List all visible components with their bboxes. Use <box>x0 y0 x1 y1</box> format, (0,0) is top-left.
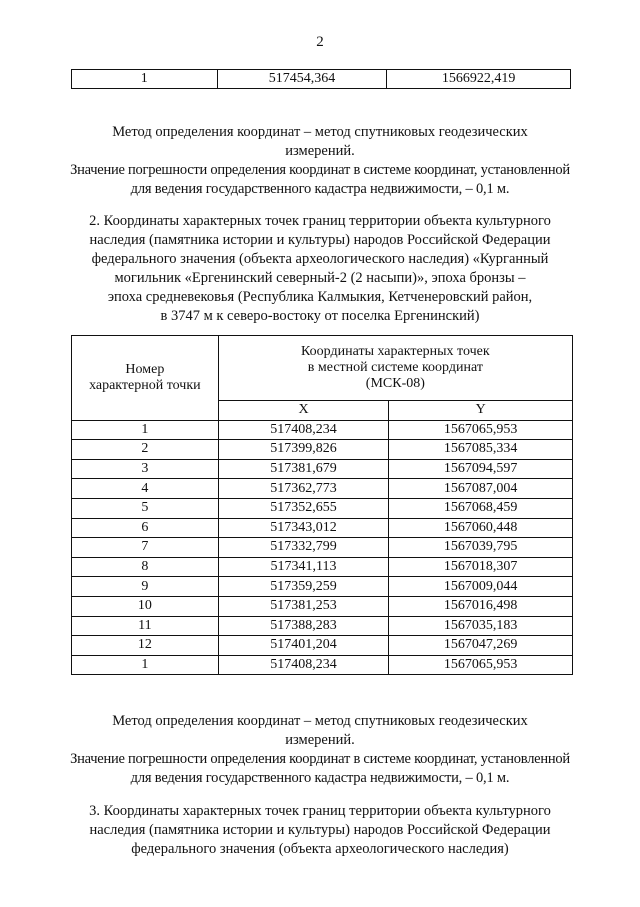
y-coordinate-cell: 1567085,334 <box>389 440 573 460</box>
method-line: Метод определения координат – метод спутниковых геодезических <box>112 713 528 729</box>
point-number-cell: 8 <box>72 557 219 577</box>
x-coordinate-cell: 517343,012 <box>218 518 389 538</box>
table-row <box>72 616 573 636</box>
coordinates-table <box>71 335 573 675</box>
y-coordinate-cell: 1567018,307 <box>389 557 573 577</box>
method-line: измерений. <box>285 143 355 159</box>
heading-line: эпоха средневековья (Республика Калмыкия, Кетченеровский район, <box>107 289 533 305</box>
section-2-heading <box>40 212 600 326</box>
y-coordinate-cell: 1567065,953 <box>389 655 573 675</box>
point-number-cell: 6 <box>72 518 219 538</box>
point-number-cell: 12 <box>72 636 219 656</box>
heading-line: 3. Координаты характерных точек границ территории объекта культурного <box>89 803 551 819</box>
table-row <box>72 459 573 479</box>
point-number-cell: 11 <box>72 616 219 636</box>
y-column-header: Y <box>389 401 573 421</box>
coordinates-header <box>218 336 572 401</box>
header-line: в местной системе координат <box>307 359 483 375</box>
point-number-cell: 1 <box>72 70 218 89</box>
method-line: измерений. <box>285 732 355 748</box>
y-coordinate-cell: 1567009,044 <box>389 577 573 597</box>
table-row <box>72 557 573 577</box>
accuracy-line: для ведения государственного кадастра недвижимости, – 0,1 м. <box>130 770 510 786</box>
method-note-1 <box>40 123 600 199</box>
table-row <box>72 479 573 499</box>
point-number-cell: 7 <box>72 538 219 558</box>
method-line: Метод определения координат – метод спутниковых геодезических <box>112 124 528 140</box>
table-row <box>72 596 573 616</box>
heading-line: федерального значения (объекта археологического наследия) «Курганный <box>91 251 549 267</box>
point-number-cell: 3 <box>72 459 219 479</box>
table-row <box>72 498 573 518</box>
y-coordinate-cell: 1567094,597 <box>389 459 573 479</box>
x-coordinate-cell: 517454,364 <box>217 70 387 89</box>
point-number-cell: 1 <box>72 655 219 675</box>
accuracy-line: Значение погрешности определения координат в системе координат, установленной <box>70 751 570 767</box>
table-row <box>72 636 573 656</box>
point-number-cell: 9 <box>72 577 219 597</box>
point-number-cell: 5 <box>72 498 219 518</box>
heading-line: наследия (памятника истории и культуры) народов Российской Федерации <box>89 822 551 838</box>
point-number-cell: 2 <box>72 440 219 460</box>
y-coordinate-cell: 1567016,498 <box>389 596 573 616</box>
table-header-row <box>72 336 573 401</box>
y-coordinate-cell: 1567047,269 <box>389 636 573 656</box>
accuracy-line: Значение погрешности определения координат в системе координат, установленной <box>70 162 570 178</box>
continued-coordinates-table <box>71 69 571 89</box>
y-coordinate-cell: 1566922,419 <box>387 70 571 89</box>
y-coordinate-cell: 1567065,953 <box>389 420 573 440</box>
y-coordinate-cell: 1567039,795 <box>389 538 573 558</box>
table-row <box>72 655 573 675</box>
x-coordinate-cell: 517359,259 <box>218 577 389 597</box>
heading-line: в 3747 м к северо-востоку от поселка Ергенинский) <box>160 308 480 324</box>
y-coordinate-cell: 1567068,459 <box>389 498 573 518</box>
x-coordinate-cell: 517332,799 <box>218 538 389 558</box>
table-row <box>72 440 573 460</box>
heading-line: федерального значения (объекта археологического наследия) <box>131 841 509 857</box>
table-row <box>72 538 573 558</box>
heading-line: могильник «Ергенинский северный-2 (2 насыпи)», эпоха бронзы – <box>114 270 526 286</box>
table-row <box>72 518 573 538</box>
x-coordinate-cell: 517408,234 <box>218 420 389 440</box>
x-column-header: X <box>218 401 389 421</box>
heading-line: 2. Координаты характерных точек границ территории объекта культурного <box>89 213 551 229</box>
table-row <box>72 70 571 89</box>
x-coordinate-cell: 517362,773 <box>218 479 389 499</box>
table-row <box>72 577 573 597</box>
header-line: Номер <box>125 361 165 377</box>
page-number: 2 <box>316 34 324 50</box>
x-coordinate-cell: 517352,655 <box>218 498 389 518</box>
table-row <box>72 420 573 440</box>
accuracy-line: для ведения государственного кадастра недвижимости, – 0,1 м. <box>130 181 510 197</box>
header-line: характерной точки <box>89 377 201 393</box>
method-note-2 <box>40 712 600 788</box>
header-line: (МСК-08) <box>365 376 425 392</box>
point-number-cell: 1 <box>72 420 219 440</box>
point-number-cell: 4 <box>72 479 219 499</box>
y-coordinate-cell: 1567035,183 <box>389 616 573 636</box>
x-coordinate-cell: 517381,253 <box>218 596 389 616</box>
point-number-cell: 10 <box>72 596 219 616</box>
x-coordinate-cell: 517401,204 <box>218 636 389 656</box>
point-number-header <box>72 336 219 421</box>
header-line: Координаты характерных точек <box>301 343 490 359</box>
x-coordinate-cell: 517399,826 <box>218 440 389 460</box>
y-coordinate-cell: 1567060,448 <box>389 518 573 538</box>
heading-line: наследия (памятника истории и культуры) народов Российской Федерации <box>89 232 551 248</box>
y-coordinate-cell: 1567087,004 <box>389 479 573 499</box>
x-coordinate-cell: 517341,113 <box>218 557 389 577</box>
x-coordinate-cell: 517408,234 <box>218 655 389 675</box>
x-coordinate-cell: 517381,679 <box>218 459 389 479</box>
x-coordinate-cell: 517388,283 <box>218 616 389 636</box>
section-3-heading <box>40 802 600 859</box>
